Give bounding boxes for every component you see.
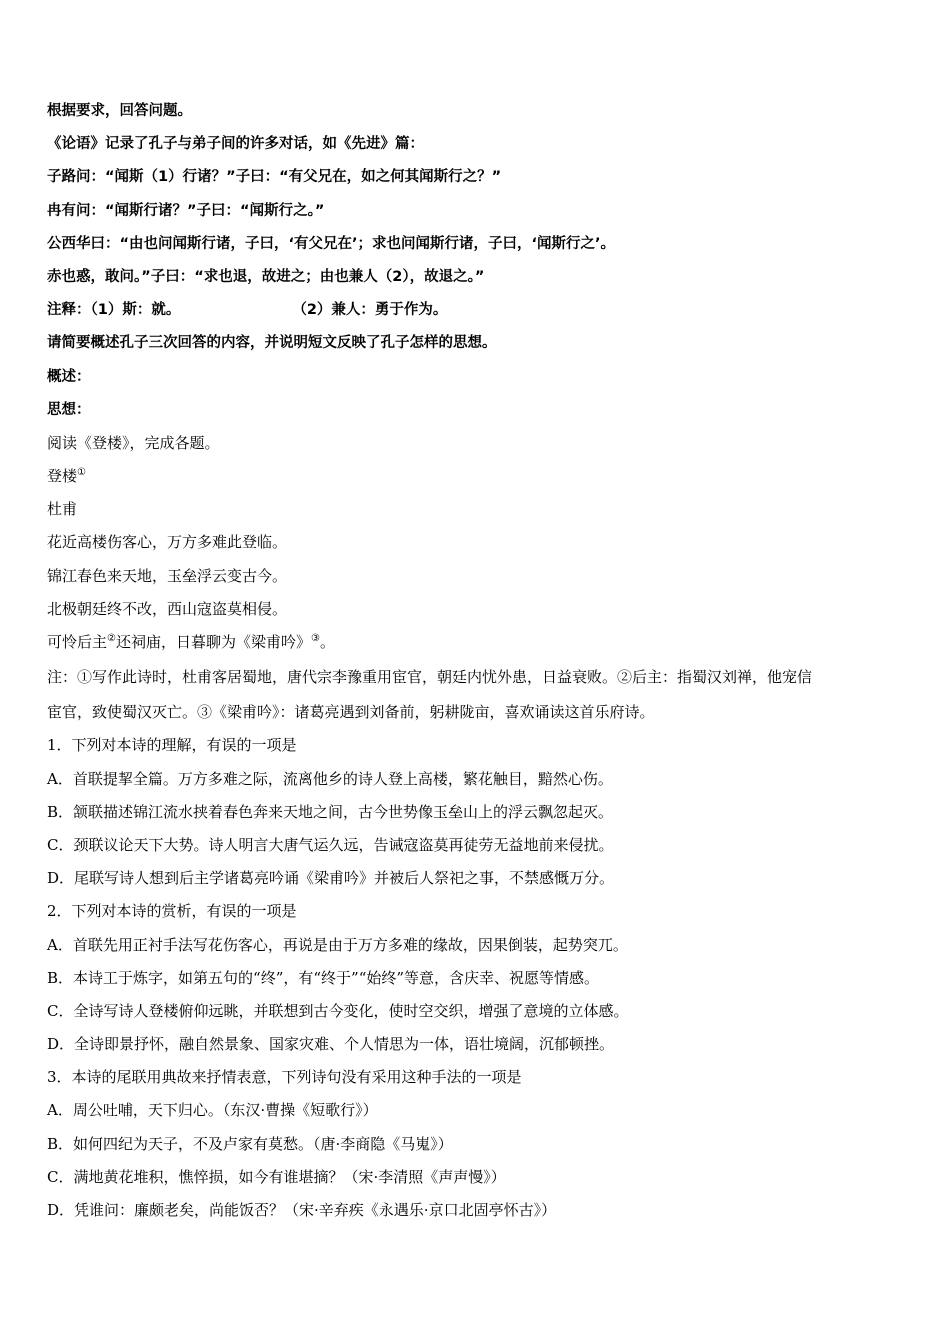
poem-title — [47, 460, 917, 493]
question-1-option-d: D．尾联写诗人想到后主学诸葛亮吟诵《梁甫吟》并被后人祭祀之事，不禁感慨万分。 — [47, 869, 615, 888]
question-2-option-d: D．全诗即景抒怀，融自然景象、国家灾难、个人情思为一体，语壮境阔，沉郁顿挫。 — [47, 1035, 615, 1054]
question-3-stem: 3．本诗的尾联用典故来抒情表意，下列诗句没有采用这种手法的一项是 — [47, 1068, 522, 1087]
dialogue-line-3: 公西华曰：“由也问闻斯行诸，子曰，‘有父兄在’；求也问闻斯行诸，子曰，‘闻斯行之’。 — [47, 235, 616, 252]
poem-notes-line-2: 宦官，致使蜀汉灭亡。③《梁甫吟》：诸葛亮遇到刘备前，躬耕陇亩，喜欢诵读这首乐府诗。 — [47, 703, 655, 722]
poem-title-footnote-mark: ① — [77, 467, 86, 479]
question-1-option-a: A．首联提挈全篇。万方多难之际，流离他乡的诗人登上高楼，繁花触目，黯然心伤。 — [47, 769, 613, 788]
poem-line-4-part2: 还祠庙，日暮聊为《梁甫吟》 — [115, 633, 311, 651]
poem-line-3: 北极朝廷终不改，西山寇盗莫相侵。 — [47, 599, 288, 618]
poem-line-1: 花近高楼伤客心，万方多难此登临。 — [47, 533, 288, 552]
question-3-option-a: A．周公吐哺，天下归心。（东汉·曹操《短歌行》） — [47, 1101, 378, 1120]
document-page — [47, 95, 917, 1227]
question-1-option-c: C．颈联议论天下大势。诗人明言大唐气运久远，告诫寇盗莫再徒劳无益地前来侵扰。 — [47, 835, 614, 854]
poem-line-4 — [47, 626, 917, 659]
question-3-option-d: D．凭谁问：廉颇老矣，尚能饭否？（宋·辛弃疾《永遇乐·京口北固亭怀古》） — [47, 1201, 557, 1219]
dialogue-line-1: 子路问：“闻斯（1）行诸？”子曰：“有父兄在，如之何其闻斯行之？” — [47, 169, 502, 186]
dialogue-line-4: 赤也惑，敢问。”子曰：“求也退，故进之；由也兼人（2），故退之。” — [47, 268, 485, 285]
question-3-option-b: B．如何四纪为天子，不及卢家有莫愁。（唐·李商隐《马嵬》） — [47, 1134, 453, 1153]
poem-line-4-part1: 可怜后主 — [47, 633, 108, 651]
question-1-stem: 1．下列对本诗的理解，有误的一项是 — [47, 736, 297, 755]
label-thought: 思想： — [47, 401, 91, 418]
annotation-2: （2）兼人：勇于作为。 — [292, 302, 448, 319]
poem-title-text: 登楼 — [47, 467, 78, 486]
poem-line-2: 锦江春色来天地，玉垒浮云变古今。 — [47, 566, 288, 585]
annotation-line — [47, 294, 917, 327]
annotation-1: 注释：（1）斯：就。 — [47, 302, 181, 319]
question-2-stem: 2．下列对本诗的赏析，有误的一项是 — [47, 902, 297, 921]
question-2-option-c: C．全诗写诗人登楼俯仰远眺，并联想到古今变化，使时空交织，增强了意境的立体感。 — [47, 1001, 629, 1020]
instruction-2: 阅读《登楼》，完成各题。 — [47, 433, 220, 452]
poem-line-4-end: 。 — [319, 633, 335, 651]
poem-notes-line-1: 注：①写作此诗时，杜甫客居蜀地，唐代宗李豫重用宦官，朝廷内忧外患，日益衰败。②后主：指蜀汉刘禅，他宠信 — [47, 668, 813, 687]
question-2-option-a: A．首联先用正衬手法写花伤客心，再说是由于万方多难的缘故，因果倒装，起势突兀。 — [47, 935, 628, 954]
question-2-option-b: B．本诗工于炼字，如第五句的“终”，有“终于”“始终”等意，含庆幸、祝愿等情感。 — [47, 968, 600, 987]
dialogue-line-2: 冉有问：“闻斯行诸？”子曰：“闻斯行之。” — [47, 202, 325, 219]
question-1-option-b: B．颔联描述锦江流水挟着春色奔来天地之间，古今世势像玉垒山上的浮云飘忽起灭。 — [47, 802, 614, 821]
footnote-mark-3: ③ — [311, 633, 320, 644]
question-prompt: 请简要概述孔子三次回答的内容，并说明短文反映了孔子怎样的思想。 — [47, 335, 497, 352]
footnote-mark-2: ② — [107, 633, 116, 644]
poem-author: 杜甫 — [47, 500, 78, 519]
label-summary: 概述： — [47, 368, 91, 385]
intro-lunyu: 《论语》记录了孔子与弟子间的许多对话，如《先进》篇： — [47, 136, 424, 153]
instruction-1: 根据要求，回答问题。 — [47, 103, 192, 119]
question-3-option-c: C．满地黄花堆积，憔悴损，如今有谁堪摘？（宋·李清照《声声慢》） — [47, 1167, 506, 1186]
